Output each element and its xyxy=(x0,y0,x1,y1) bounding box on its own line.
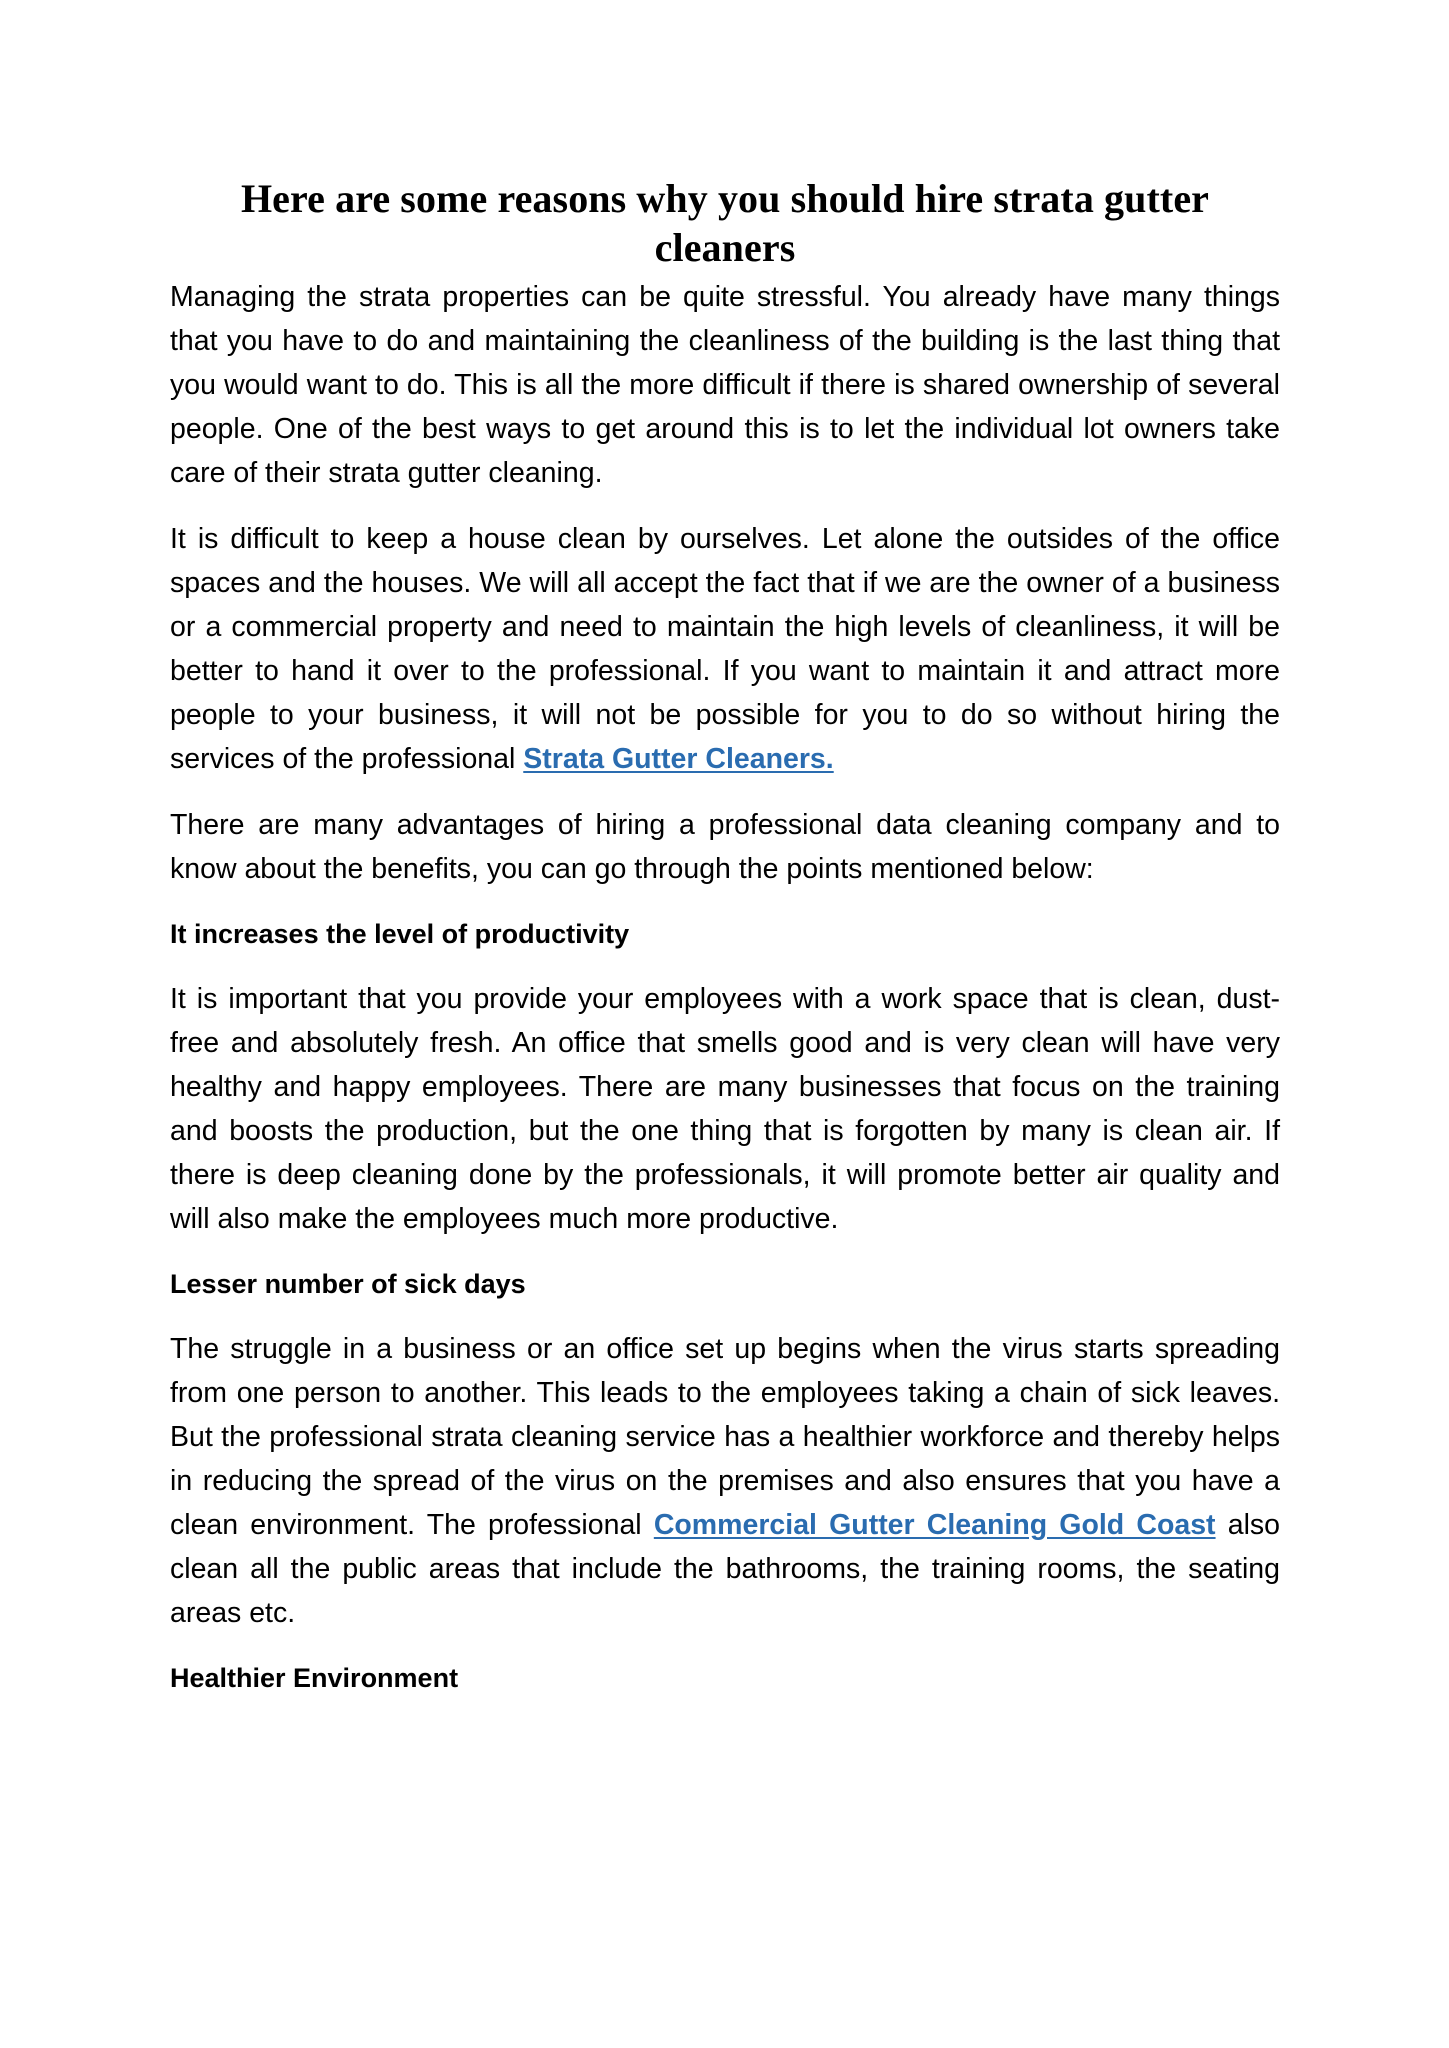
paragraph-advantages: There are many advantages of hiring a professional data cleaning company and to know about the benefits, you can go through the points mentioned below: xyxy=(170,808,1280,885)
heading-sick-days: Lesser number of sick days xyxy=(170,1268,526,1299)
page-title-line-1: Here are some reasons why you should hire strata xyxy=(240,176,1094,221)
link-commercial-gutter-cleaning-gold-coast[interactable]: Commercial Gutter Cleaning Gold Coast xyxy=(653,1508,1216,1541)
page-title xyxy=(170,175,1280,273)
paragraph-difficulty-text: It is difficult to keep a house clean by ourselves. Let alone the outsides of the office spaces and the houses. We will all accept the fact that if we are the owner of a business or a commercial property and need to maintain the high levels of cleanliness, it will be better to hand it over to the professional. If you want to maintain it and attract more people to your business, it will not be possible for you to do so without hiring the services of the professional xyxy=(170,522,1280,775)
page-title-line-2: gutter cleaners xyxy=(654,176,1210,270)
paragraph-sick-days-text-after: also clean all the public areas that include the bathrooms, the training rooms, the seating areas etc. xyxy=(170,1508,1281,1629)
paragraph-sick-days xyxy=(170,1327,1280,1635)
paragraph-intro: Managing the strata properties can be quite stressful. You already have many things that you have to do and maintaining the cleanliness of the building is the last thing that you would want to do. This is all the more difficult if there is shared ownership of several people. One of the best ways to get around this is to let the individual lot owners take care of their strata gutter cleaning. xyxy=(170,280,1280,489)
paragraph-sick-days-text-before: The struggle in a business or an office set up begins when the virus starts spreading from one person to another. This leads to the employees taking a chain of sick leaves. But the professional strata cleaning service has a healthier workforce and thereby helps in reducing the spread of the virus on the premises and also ensures that you have a clean environment. The professional xyxy=(170,1332,1280,1541)
paragraph-difficulty xyxy=(170,517,1280,781)
link-strata-gutter-cleaners[interactable]: Strata Gutter Cleaners. xyxy=(523,742,834,775)
paragraph-productivity: It is important that you provide your employees with a work space that is clean, dust-free and absolutely fresh. An office that smells good and is very clean will have very healthy and happy employees. There are many businesses that focus on the training and boosts the production, but the one thing that is forgotten by many is clean air. If there is deep cleaning done by the professionals, it will promote better air quality and will also make the employees much more productive. xyxy=(170,982,1280,1235)
heading-healthier-environment: Healthier Environment xyxy=(170,1662,459,1693)
document-content xyxy=(170,175,1280,1721)
heading-productivity: It increases the level of productivity xyxy=(170,918,630,949)
